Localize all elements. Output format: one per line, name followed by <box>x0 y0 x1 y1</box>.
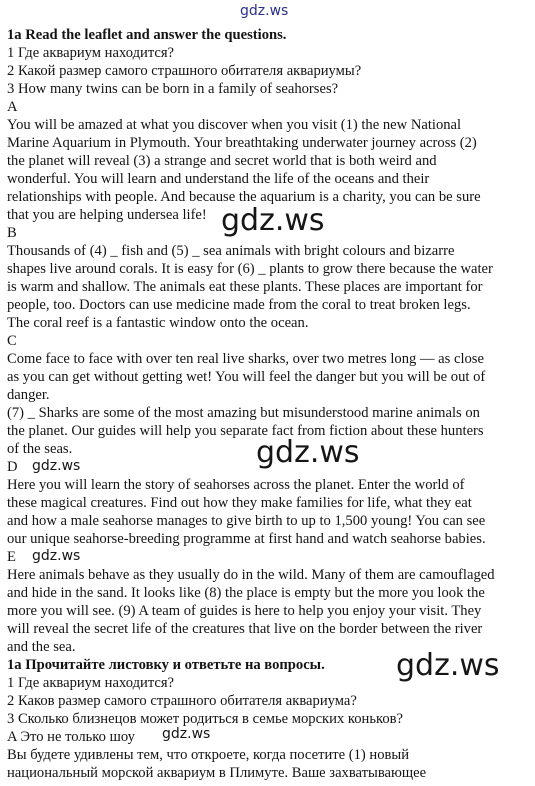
question-3: 3 How many twins can be born in a family of seahorses? <box>7 81 339 97</box>
watermark-large: gdz.ws <box>256 435 360 470</box>
text-line: национальный морской аквариум в Плимуте. Ваше захватывающее <box>7 765 427 781</box>
section-label-a: A <box>7 99 18 115</box>
watermark-small: gdz.ws <box>32 458 81 474</box>
text-line: Here animals behave as they usually do in the wild. Many of them are camouflaged <box>7 567 495 583</box>
section-label-e: E <box>7 549 16 565</box>
text-line: and how a male seahorse manages to give birth to up to 1,500 young! You can see <box>7 513 486 529</box>
watermark-small: gdz.ws <box>32 548 81 564</box>
text-line: (7) _ Sharks are some of the most amazing but misunderstood marine animals on <box>7 405 480 421</box>
translated-question-1: 1 Где аквариум находится? <box>7 675 175 691</box>
translation-heading: 1a Прочитайте листовку и ответьте на вопросы. <box>7 657 325 673</box>
text-line: shapes live around corals. It is easy for (6) _ plants to grow there because the water <box>7 261 493 277</box>
text-line: the planet. Our guides will help you separate fact from fiction about these hunters <box>7 423 484 439</box>
text-line: that you are helping undersea life! <box>7 207 207 223</box>
text-line: and the sea. <box>7 639 76 655</box>
text-line: Thousands of (4) _ fish and (5) _ sea animals with bright colours and bizarre <box>7 243 455 259</box>
watermark-small: gdz.ws <box>162 726 211 742</box>
section-label-c: C <box>7 333 17 349</box>
text-line: Here you will learn the story of seahorses across the planet. Enter the world of <box>7 477 465 493</box>
text-line: danger. <box>7 387 50 403</box>
text-line: these magical creatures. Find out how they make families for life, what they eat <box>7 495 472 511</box>
watermark-top: gdz.ws <box>240 3 289 19</box>
text-line: the planet will reveal (3) a strange and secret world that is both weird and <box>7 153 437 169</box>
text-line: The coral reef is a fantastic window onto the ocean. <box>7 315 309 331</box>
question-1: 1 Где аквариум находится? <box>7 45 175 61</box>
watermark-large: gdz.ws <box>396 648 500 683</box>
question-2: 2 Какой размер самого страшного обитателя аквариумы? <box>7 63 362 79</box>
section-label-d: D <box>7 459 18 475</box>
text-line: our unique seahorse-breeding programme at first hand and watch seahorse babies. <box>7 531 486 547</box>
text-line: will reveal the secret life of the creatures that live on the border between the river <box>7 621 483 637</box>
translated-question-2: 2 Каков размер самого страшного обитателя аквариума? <box>7 693 357 709</box>
translated-question-3: 3 Сколько близнецов может родиться в семье морских коньков? <box>7 711 404 727</box>
text-line: You will be amazed at what you discover when you visit (1) the new National <box>7 117 462 133</box>
text-line: Come face to face with over ten real live sharks, over two metres long — as close <box>7 351 484 367</box>
exercise-heading: 1a Read the leaflet and answer the questions. <box>7 27 287 43</box>
text-line: and hide in the sand. It looks like (8) the place is empty but the more you look the <box>7 585 485 601</box>
text-line: as you can get without getting wet! You will feel the danger but you will be out of <box>7 369 486 385</box>
text-line: is warm and shallow. The animals eat these plants. These places are important for <box>7 279 483 295</box>
text-line: people, too. Doctors can use medicine made from the coral to treat broken legs. <box>7 297 471 313</box>
translated-section-a-title: A Это не только шоу <box>7 729 135 745</box>
text-line: wonderful. You will learn and understand the life of the oceans and their <box>7 171 430 187</box>
watermark-large: gdz.ws <box>221 203 325 238</box>
section-label-b: B <box>7 225 17 241</box>
text-line: Marine Aquarium in Plymouth. Your breathtaking underwater journey across (2) <box>7 135 477 151</box>
text-line: of the seas. <box>7 441 73 457</box>
text-line: more you will see. (9) A team of guides is here to help you enjoy your visit. They <box>7 603 482 619</box>
text-line: relationships with people. And because the aquarium is a charity, you can be sure <box>7 189 481 205</box>
text-line: Вы будете удивлены тем, что откроете, когда посетите (1) новый <box>7 747 410 763</box>
